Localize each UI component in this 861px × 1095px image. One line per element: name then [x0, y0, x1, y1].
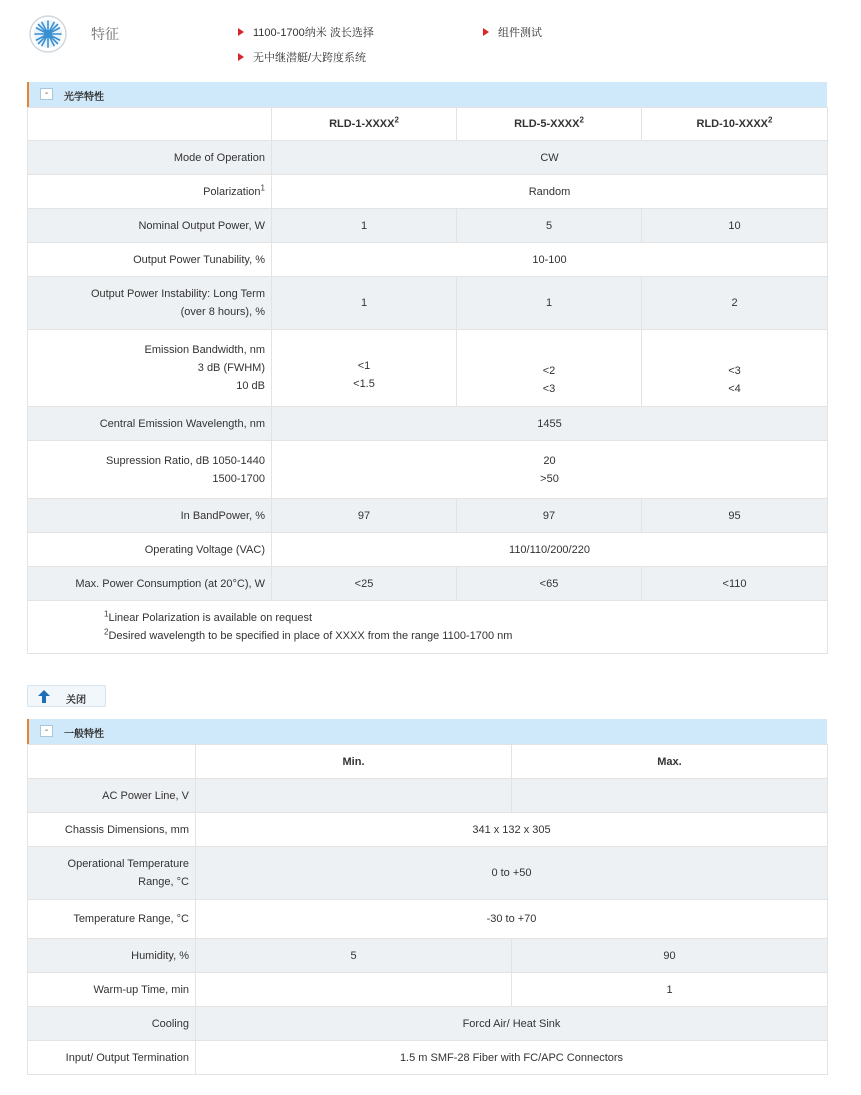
- row-value: 1455: [272, 407, 828, 441]
- row-value: 1: [272, 209, 457, 243]
- row-value: 1.5 m SMF-28 Fiber with FC/APC Connectors: [196, 1041, 828, 1075]
- table-row: [28, 1007, 828, 1041]
- row-value: 95: [642, 499, 828, 533]
- triangle-bullet-icon: [238, 28, 244, 36]
- table-row: [28, 499, 828, 533]
- table-row: [28, 175, 828, 209]
- row-label: Warm-up Time, min: [28, 973, 196, 1007]
- row-label: Output Power Instability: Long Term (over 8 hours), %: [28, 277, 272, 330]
- row-value: <1 <1.5: [272, 330, 457, 407]
- table-row: [28, 330, 828, 407]
- row-label: Output Power Tunability, %: [28, 243, 272, 277]
- row-value: [512, 779, 828, 813]
- row-value: 0 to +50: [196, 847, 828, 900]
- row-value: -30 to +70: [196, 900, 828, 939]
- header-cell: [28, 108, 272, 141]
- row-value: 10-100: [272, 243, 828, 277]
- header-cell: RLD-10-XXXX$^2$: [642, 108, 828, 141]
- row-label: Operational Temperature Range, °C: [28, 847, 196, 900]
- footnotes: [28, 601, 828, 654]
- row-value: 110/110/200/220: [272, 533, 828, 567]
- footnote: $^2$Desired wavelength to be specified in place of XXXX from the range 1100-1700 nm: [104, 627, 513, 642]
- row-label: Cooling: [28, 1007, 196, 1041]
- feature-item: 1100-1700纳米 波长选择: [238, 24, 374, 40]
- table-row: [28, 243, 828, 277]
- row-value: 1: [512, 973, 828, 1007]
- table-row: [28, 939, 828, 973]
- row-value: 2: [642, 277, 828, 330]
- table-row: [28, 973, 828, 1007]
- optical-section-header[interactable]: [27, 82, 827, 107]
- table-header-row: [28, 108, 828, 141]
- feature-item: 无中继潜艇/大跨度系统: [238, 49, 366, 65]
- row-value: Random: [272, 175, 828, 209]
- header-cell: RLD-1-XXXX$^2$: [272, 108, 457, 141]
- row-value: 1: [272, 277, 457, 330]
- laser-starburst-icon: [28, 14, 68, 54]
- row-label: Mode of Operation: [28, 141, 272, 175]
- row-label: In BandPower, %: [28, 499, 272, 533]
- row-value: <3 <4: [642, 330, 828, 407]
- row-label: Chassis Dimensions, mm: [28, 813, 196, 847]
- row-label: Supression Ratio, dB 1050-1440 1500-1700: [28, 441, 272, 499]
- general-spec-table: [27, 744, 828, 1075]
- row-label: Emission Bandwidth, nm 3 dB (FWHM) 10 dB: [28, 330, 272, 407]
- table-row: [28, 847, 828, 900]
- table-row: [28, 441, 828, 499]
- row-label: Input/ Output Termination: [28, 1041, 196, 1075]
- row-label: Central Emission Wavelength, nm: [28, 407, 272, 441]
- row-label: Max. Power Consumption (at 20°C), W: [28, 567, 272, 601]
- header-cell: [28, 745, 196, 779]
- row-label: Nominal Output Power, W: [28, 209, 272, 243]
- section-title: 光学特性: [64, 92, 104, 103]
- row-value: <65: [457, 567, 642, 601]
- table-row: [28, 209, 828, 243]
- table-row: [28, 900, 828, 939]
- general-section-header[interactable]: [27, 719, 827, 744]
- row-value: CW: [272, 141, 828, 175]
- table-row: [28, 277, 828, 330]
- optical-spec-table: [27, 107, 828, 654]
- close-button[interactable]: [27, 685, 106, 707]
- collapse-toggle-button[interactable]: -: [40, 725, 53, 737]
- footnotes-row: [28, 601, 828, 654]
- row-value: 10: [642, 209, 828, 243]
- row-value: 341 x 132 x 305: [196, 813, 828, 847]
- table-row: [28, 813, 828, 847]
- table-row: [28, 1041, 828, 1075]
- row-label: Polarization$^1$: [28, 175, 272, 209]
- table-row: [28, 141, 828, 175]
- row-value: 90: [512, 939, 828, 973]
- row-label: Temperature Range, °C: [28, 900, 196, 939]
- header-cell: Max.: [512, 745, 828, 779]
- features-header: [0, 0, 861, 78]
- row-value: 97: [457, 499, 642, 533]
- row-value: 1: [457, 277, 642, 330]
- row-value: <110: [642, 567, 828, 601]
- triangle-bullet-icon: [238, 53, 244, 61]
- row-value: <2 <3: [457, 330, 642, 407]
- row-value: [196, 973, 512, 1007]
- up-arrow-icon: [38, 690, 50, 703]
- footnote: $^1$Linear Polarization is available on request: [104, 609, 313, 624]
- table-row: [28, 779, 828, 813]
- row-value: [196, 779, 512, 813]
- close-button-label: 关闭: [66, 695, 86, 706]
- header-cell: Min.: [196, 745, 512, 779]
- row-value: 20 >50: [272, 441, 828, 499]
- feature-item: 组件测试: [483, 24, 542, 40]
- triangle-bullet-icon: [483, 28, 489, 36]
- row-value: Forcd Air/ Heat Sink: [196, 1007, 828, 1041]
- table-row: [28, 407, 828, 441]
- table-header-row: [28, 745, 828, 779]
- row-label: Operating Voltage (VAC): [28, 533, 272, 567]
- row-value: 5: [196, 939, 512, 973]
- row-label: AC Power Line, V: [28, 779, 196, 813]
- features-title: 特征: [91, 26, 119, 42]
- row-value: 5: [457, 209, 642, 243]
- row-label: Humidity, %: [28, 939, 196, 973]
- collapse-toggle-button[interactable]: -: [40, 88, 53, 100]
- table-row: [28, 533, 828, 567]
- table-row: [28, 567, 828, 601]
- row-value: <25: [272, 567, 457, 601]
- row-value: 97: [272, 499, 457, 533]
- header-cell: RLD-5-XXXX$^2$: [457, 108, 642, 141]
- section-title: 一般特性: [64, 729, 104, 740]
